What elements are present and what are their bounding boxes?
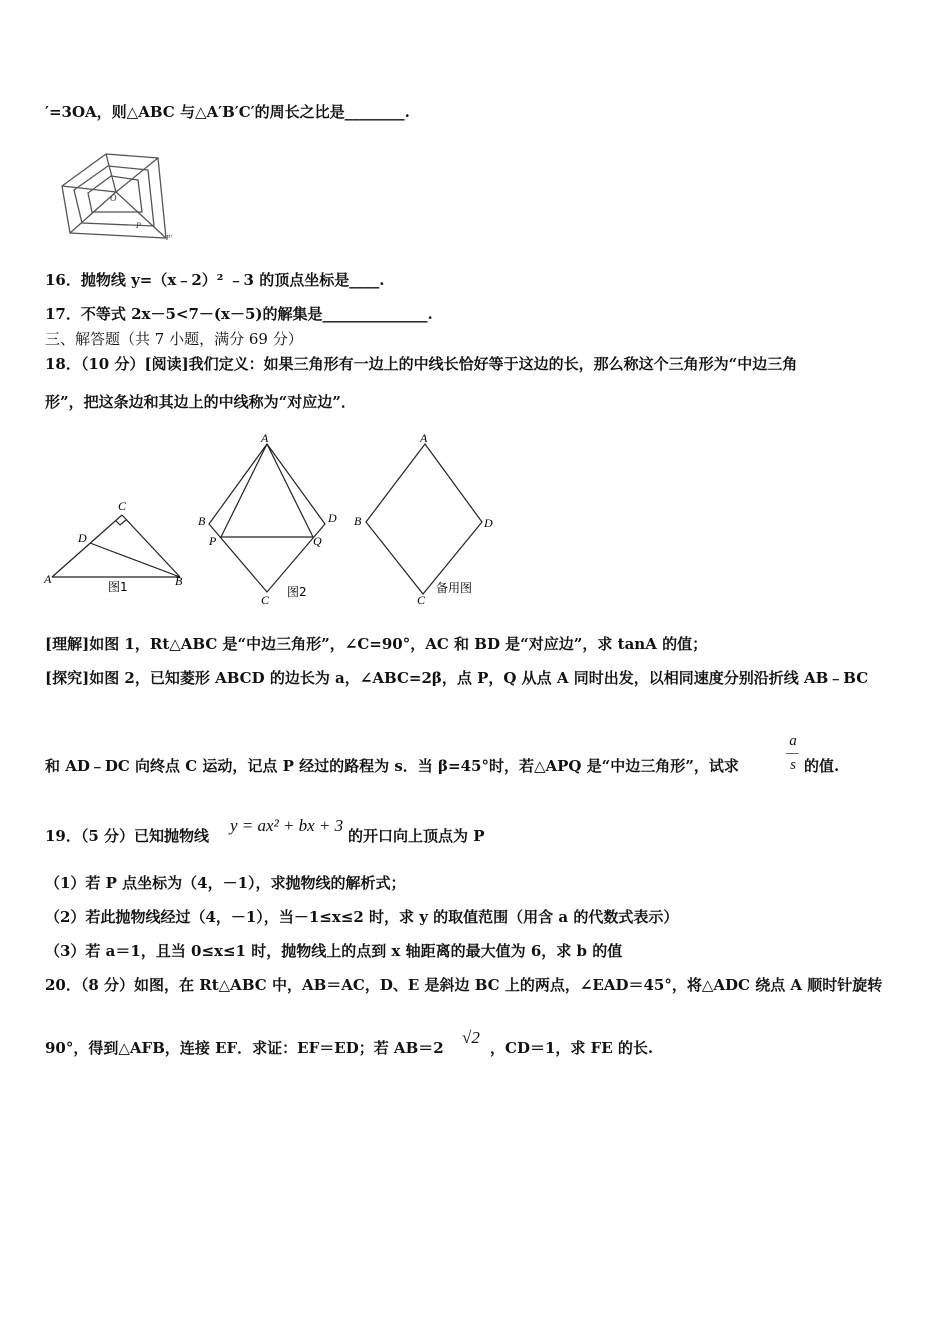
q18-line1: 18．（10 分）[阅读]我们定义：如果三角形有一边上的中线长恰好等于这边的长，那么称这个三角形为“中边三角: [45, 355, 798, 373]
q18-explore-line2-end: 的值.: [804, 757, 840, 775]
q19-part1: （1）若 P 点坐标为（4，－1），求抛物线的解析式；: [45, 874, 406, 892]
pent-label-Pprime: P′: [166, 234, 172, 242]
q19-part3: （3）若 a＝1，且当 0≤x≤1 时，抛物线上的点到 x 轴距离的最大值为 6，求 b 的值: [45, 942, 623, 960]
q18-understand: [理解]如图 1，Rt△ABC 是“中边三角形”，∠C=90°，AC 和 BD 是“对应边”，求 tanA 的值；: [45, 635, 708, 653]
q18-explore-line1: [探究]如图 2，已知菱形 ABCD 的边长为 a，∠ABC=2β，点 P，Q 从点 A 同时出发，以相同速度分别沿折线 AB﹣BC: [45, 669, 869, 687]
q20-line1: 20．（8 分）如图，在 Rt△ABC 中，AB＝AC，D、E 是斜边 BC 上的两点，∠EAD＝45°，将△ADC 绕点 A 顺时针旋转: [45, 976, 883, 994]
fig2-label-B: B: [198, 514, 206, 528]
fig1-caption: 图1: [108, 580, 128, 594]
rhombus-backup: [366, 444, 482, 594]
fig3-label-B: B: [354, 514, 362, 528]
q20-line2-a: 90°，得到△AFB，连接 EF．求证：EF＝ED；若 AB＝2: [45, 1039, 444, 1057]
pentagon-figure: [58, 148, 183, 243]
fig1-label-B: B: [175, 574, 183, 588]
q20-line2-b: ，CD＝1，求 FE 的长.: [490, 1039, 654, 1057]
fig3-label-D: D: [484, 516, 493, 530]
pent-label-O: O: [110, 193, 117, 203]
fraction-denominator: s: [790, 757, 796, 773]
q19-formula: y = ax² + bx + 3: [230, 816, 344, 835]
section-3-heading: 三、解答题（共 7 小题，满分 69 分）: [45, 330, 303, 348]
fig1-label-A: A: [44, 572, 52, 586]
fig2-label-Q: Q: [313, 534, 322, 548]
fig1-label-D: D: [78, 531, 87, 545]
q18-explore-line2: 和 AD﹣DC 向终点 C 运动，记点 P 经过的路程为 s．当 β=45°时，若△APQ 是“中边三角形”，试求: [45, 757, 739, 775]
fig2-label-P: P: [209, 534, 217, 548]
q17: 17．不等式 2x－5<7－(x－5)的解集是______________.: [45, 305, 433, 323]
fraction-bar: [786, 753, 799, 754]
q19-part2: （2）若此抛物线经过（4，－1），当－1≤x≤2 时，求 y 的取值范围（用含 a 的代数式表示）: [45, 908, 679, 926]
fig2-label-C: C: [261, 593, 270, 607]
rhombus-abcd: [209, 444, 325, 592]
pent-label-P: P: [136, 221, 141, 230]
fig1-label-C: C: [118, 499, 127, 513]
q18-line2: 形”，把这条边和其边上的中线称为“对应边”．: [45, 393, 356, 411]
fraction-numerator: a: [789, 733, 797, 749]
q19-intro: 19．（5 分）已知抛物线: [45, 827, 210, 845]
q19-intro-end: 的开口向上顶点为 P: [348, 827, 485, 845]
fig2-label-D: D: [328, 511, 337, 525]
fig3-caption: 备用图: [436, 581, 473, 595]
fig3-label-C: C: [417, 593, 426, 607]
figure-backup: [350, 430, 500, 608]
fig3-label-A: A: [420, 431, 428, 445]
fig2-label-A: A: [261, 431, 269, 445]
fig2-caption: 图2: [287, 585, 307, 599]
q15-tail: ′=3OA，则△ABC 与△A′B′C′的周长之比是________.: [45, 103, 410, 121]
q20-sqrt2: √2: [462, 1028, 480, 1047]
q16: 16．抛物线 y=（x﹣2）² ﹣3 的顶点坐标是____.: [45, 271, 385, 289]
figure-1: [40, 495, 190, 600]
figure-2: [195, 430, 345, 608]
